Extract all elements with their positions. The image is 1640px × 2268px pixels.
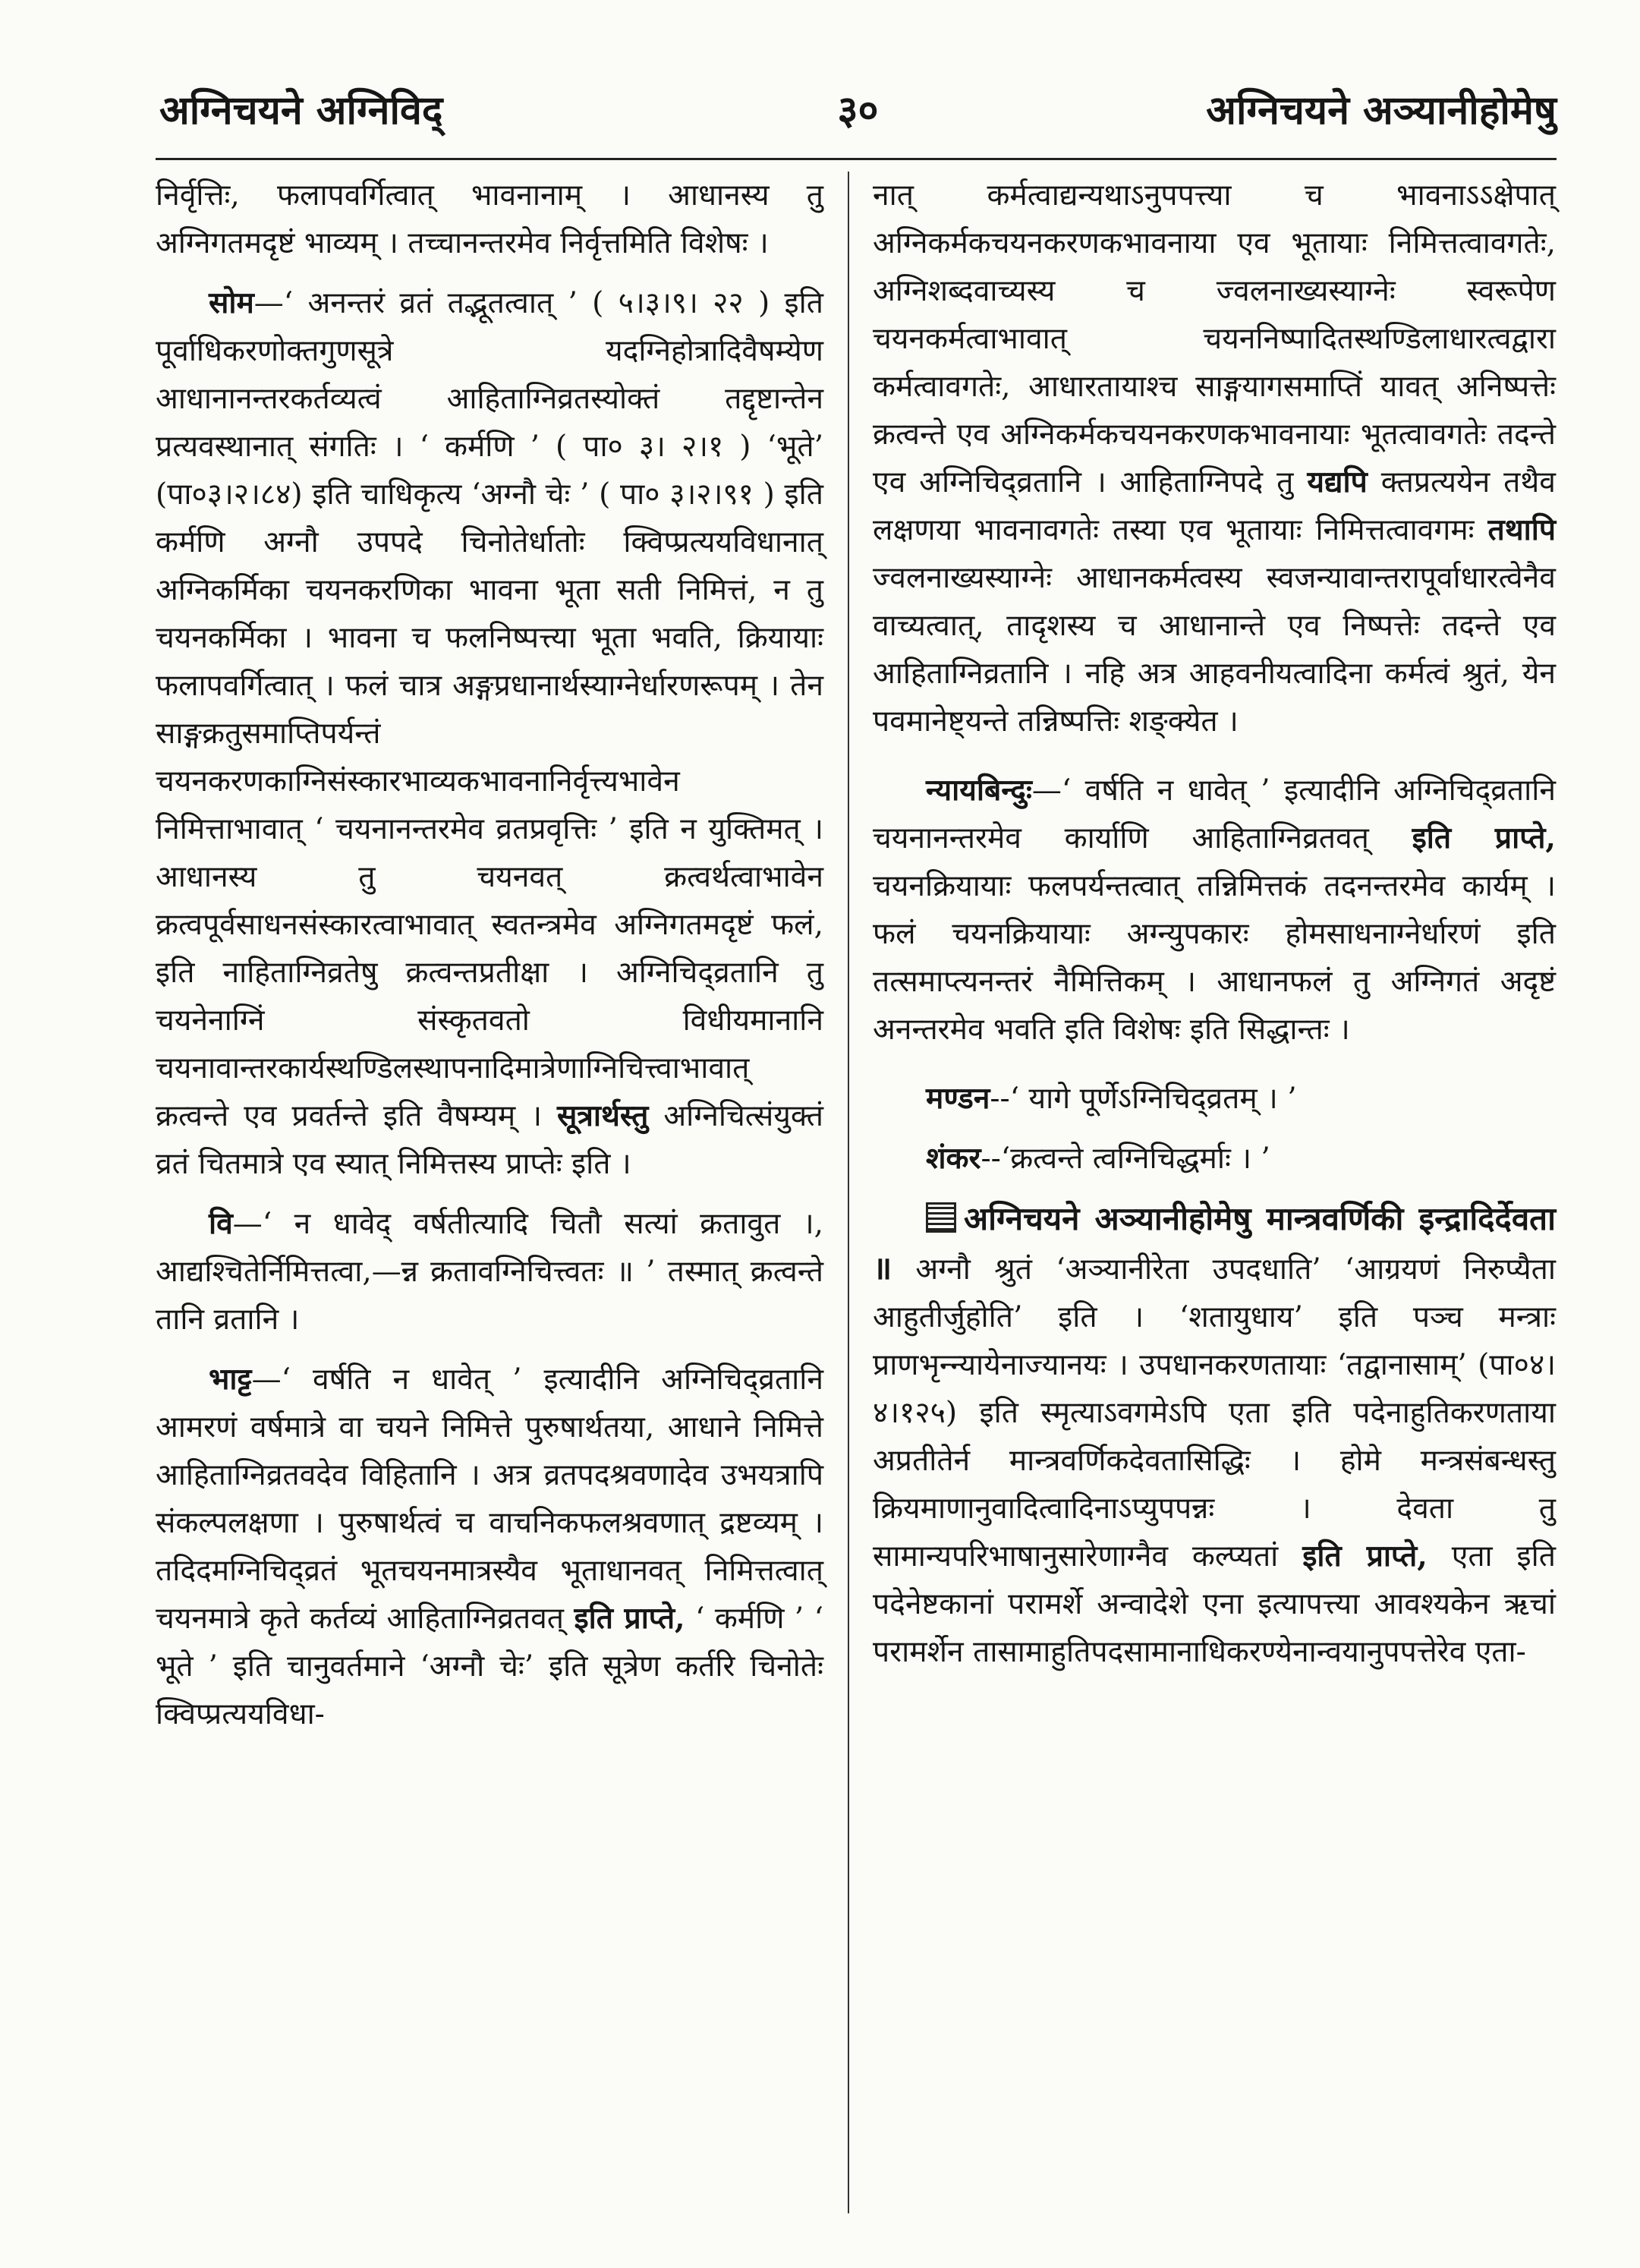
right-column <box>873 172 1556 1688</box>
header-rule <box>156 158 1557 160</box>
paragraph-text: क्तप्रत्ययेन तथैव लक्षणया भावनावगतेः तस्या एव भूतायाः निमित्तत्वावगमः <box>873 465 1556 547</box>
paragraph-text: ‘ कर्मणि ’ ‘ भूते ’ इति चानुवर्तमाने ‘अग्नौ चेः’ इति सूत्रेण कर्तरि चिनोतेः क्विप्प्रत्ययविधा- <box>156 1602 823 1731</box>
section-mark-icon <box>926 1202 956 1233</box>
bold-phrase: इति प्राप्ते, <box>1412 821 1557 855</box>
running-head-left: अग्निचयने अग्निविद् <box>159 87 443 134</box>
section-label: भाट्ट <box>209 1362 252 1397</box>
paragraph-text: एता इति पदेनेष्टकानां परामर्शे अन्वादेशे एना इत्यापत्त्या आवश्यकेन ऋचां परामर्शेन तासामाहुतिपदसामानाधिकरण्येनान्वयानुपपत्तेरेव एता- <box>873 1539 1557 1669</box>
bold-phrase: यद्यपि <box>1307 465 1368 499</box>
section-label: सोम <box>209 285 254 320</box>
paragraph-shankara <box>873 1135 1556 1183</box>
section-label: शंकर <box>926 1141 981 1176</box>
paragraph-soma <box>156 279 823 1188</box>
paragraph-text: ज्वलनाख्यस्याग्नेः आधानकर्मत्वस्य स्वजन्यावान्तरापूर्वाधारत्वेनैव वाच्यत्वात्, तादृशस्य च आधानान्ते एव निष्पत्तेः तदन्ते एव आहिताग्निव्रतानि । नहि अत्र आहवनीयत्वादिना कर्मत्वं श्रुतं, येन पवमानेष्ट्यन्ते तन्निष्पत्तिः शङ्क्येत । <box>873 561 1556 739</box>
paragraph-vi <box>156 1200 823 1343</box>
left-column <box>156 172 823 1750</box>
paragraph-bhatta <box>156 1356 823 1738</box>
paragraph-text: —‘ अनन्तरं व्रतं तद्भूतत्वात् ’ ( ५।३।९। २२ ) इति पूर्वाधिकरणोक्तगुणसूत्रे यदग्निहोत्रादिवैषम्येण आधानानन्तरकर्तव्यत्वं आहिताग्निव्रतस्योक्तं तद्दृष्टान्तेन प्रत्यवस्थानात् संगतिः । ‘ कर्मणि ’ ( पा० ३। २।१ ) ‘भूते’ (पा०३।२।८४) इति चाधिकृत्य ‘अग्नौ चेः ’ ( पा० ३।२।९१ ) इति कर्मणि अग्नौ उपपदे चिनोतेर्धातोः क्विप्प्रत्ययविधानात् अग्निकर्मिका चयनकरणिका भावना भूता सती निमित्तं, न तु चयनकर्मिका । भावना च फलनिष्पत्त्या भूता भवति, क्रियायाः फलापवर्गित्वात् । फलं चात्र अङ्गप्रधानार्थस्याग्नेर्धारणरूपम् । तेन साङ्गक्रतुसमाप्तिपर्यन्तं चयनकरणकाग्निसंस्कारभाव्यकभावनानिर्वृत्त्यभावेन निमित्ताभावात् ‘ चयनानन्तरमेव व्रतप्रवृत्तिः ’ इति न युक्तिमत् । आधानस्य तु चयनवत् क्रत्वर्थत्वाभावेन क्रत्वपूर्वसाधनसंस्कारत्वाभावात् स्वतन्त्रमेव अग्निगतमदृष्टं फलं, इति नाहिताग्निव्रतेषु क्रत्वन्तप्रतीक्षा । अग्निचिद्व्रतानि तु चयनेनाग्निं संस्कृतवतो विधीयमानानि चयनावान्तरकार्यस्थण्डिलस्थापनादिमात्रेणाग्निचित्त्वाभावात् क्रत्वन्ते एव प्रवर्तन्ते इति वैषम्यम् । <box>156 286 823 1133</box>
bold-phrase: तथापि <box>1487 512 1556 547</box>
section-label: वि <box>209 1206 233 1241</box>
column-divider <box>848 172 849 2213</box>
paragraph-text: --‘क्रत्वन्ते त्वग्निचिद्धर्माः । ’ <box>981 1142 1270 1176</box>
adhikarana-title: अग्निचयने अञ्यानीहोमेषु मान्त्रवर्णिकी इन्द्रादिर्देवता ॥ <box>873 1200 1556 1287</box>
paragraph-adhikarana <box>873 1195 1556 1676</box>
paragraph <box>156 172 823 267</box>
page-number: ३० <box>837 87 879 134</box>
page-header <box>159 82 1557 158</box>
paragraph-text: —‘ न धावेद् वर्षतीत्यादि चितौ सत्यां क्रतावुत ।, आद्यश्चितेर्निमित्तत्वा,—न्न क्रतावग्निचित्त्वतः ॥ ’ तस्मात् क्रत्वन्ते तानि व्रतानि । <box>156 1207 823 1337</box>
bold-phrase: इति प्राप्ते, <box>1302 1539 1428 1573</box>
paragraph-nyayabindu <box>873 767 1556 1054</box>
running-head-right: अग्निचयने अञ्यानीहोमेषु <box>1206 87 1557 134</box>
bold-phrase: इति प्राप्ते, <box>574 1601 685 1636</box>
paragraph-text: अग्नौ श्रुतं ‘अञ्यानीरेता उपदधाति’ ‘आग्रयणं निरुप्यैता आहुतीर्जुहोति’ इति । ‘शतायुधाय’ इति पञ्च मन्त्राः प्राणभृन्न्यायेनाज्यानयः । उपधानकरणतायाः ‘तद्वानासाम्’ (पा०४।४।१२५) इति स्मृत्याऽवगमेऽपि एता इति पदेनाहुतिकरणताया अप्रतीतेर्न मान्त्रवर्णिकदेवतासिद्धिः । होमे मन्त्रसंबन्धस्तु क्रियमाणानुवादित्वादिनाऽप्युपपन्नः । देवता तु सामान्यपरिभाषानुसारेणाग्नैव कल्प्यतां <box>873 1252 1556 1573</box>
paragraph-text: चयनक्रियायाः फलपर्यन्तत्वात् तन्निमित्तकं तदनन्तरमेव कार्यम् । फलं चयनक्रियायाः अग्न्युपकारः होमसाधनाग्नेर्धारणं इति तत्समाप्त्यनन्तरं नैमित्तिकम् । आधानफलं तु अग्निगतं अदृष्टं अनन्तरमेव भवति इति विशेषः इति सिद्धान्तः । <box>873 869 1556 1047</box>
paragraph-text: अग्निचित्संयुक्तं व्रतं चितमात्रे एव स्यात् निमित्तस्य प्राप्तेः इति । <box>156 1099 823 1181</box>
section-label: मण्डन <box>926 1081 990 1116</box>
paragraph-text: —‘ वर्षति न धावेत् ’ इत्यादीनि अग्निचिद्व्रतानि चयनानन्तरमेव कार्याणि आहिताग्निव्रतवत् <box>873 773 1556 855</box>
paragraph-text: —‘ वर्षति न धावेत् ’ इत्यादीनि अग्निचिद्व्रतानि आमरणं वर्षमात्रे वा चयने निमित्ते पुरुषार्थतया, आधाने निमित्ते आहिताग्निव्रतवदेव विहितानि । अत्र व्रतपदश्रवणादेव उभयत्रापि संकल्पलक्षणा । पुरुषार्थत्वं च वाचनिकफलश्रवणात् द्रष्टव्यम् । तदिदमग्निचिद्व्रतं भूतचयनमात्रस्यैव भूताधानवत् निमित्तत्वात् चयनमात्रे कृते कर्तव्यं आहिताग्निव्रतवत् <box>156 1362 823 1636</box>
section-label: सूत्रार्थस्तु <box>557 1098 649 1133</box>
section-label: न्यायबिन्दुः <box>926 773 1032 808</box>
paragraph-text: नात् कर्मत्वाद्यन्यथाऽनुपपत्त्या च भावनाऽऽक्षेपात् अग्निकर्मकचयनकरणकभावनाया एव भूतायाः निमित्तत्वावगतेः, अग्निशब्दवाच्यस्य च ज्वलनाख्यस्याग्नेः स्वरूपेण चयनकर्मत्वाभावात् चयननिष्पादितस्थण्डिलाधारत्वद्वारा कर्मत्वावगतेः, आधारतायाश्च साङ्गयागसमाप्तिं यावत् अनिष्पत्तेः क्रत्वन्ते एव अग्निकर्मकचयनकरणकभावनायाः भूतत्वावगतेः तदन्ते एव अग्निचिद्व्रतानि । आहिताग्निपदे तु <box>873 178 1556 499</box>
paragraph-text: --‘ यागे पूर्णेऽग्निचिद्व्रतम् । ’ <box>990 1082 1297 1116</box>
paragraph-text: निर्वृत्तिः, फलापवर्गित्वात् भावनानाम् । आधानस्य तु अग्निगतमदृष्टं भाव्यम् । तच्चानन्तरमेव निर्वृत्तमिति विशेषः । <box>156 178 823 260</box>
paragraph-mandana <box>873 1075 1556 1123</box>
paragraph <box>873 172 1556 745</box>
